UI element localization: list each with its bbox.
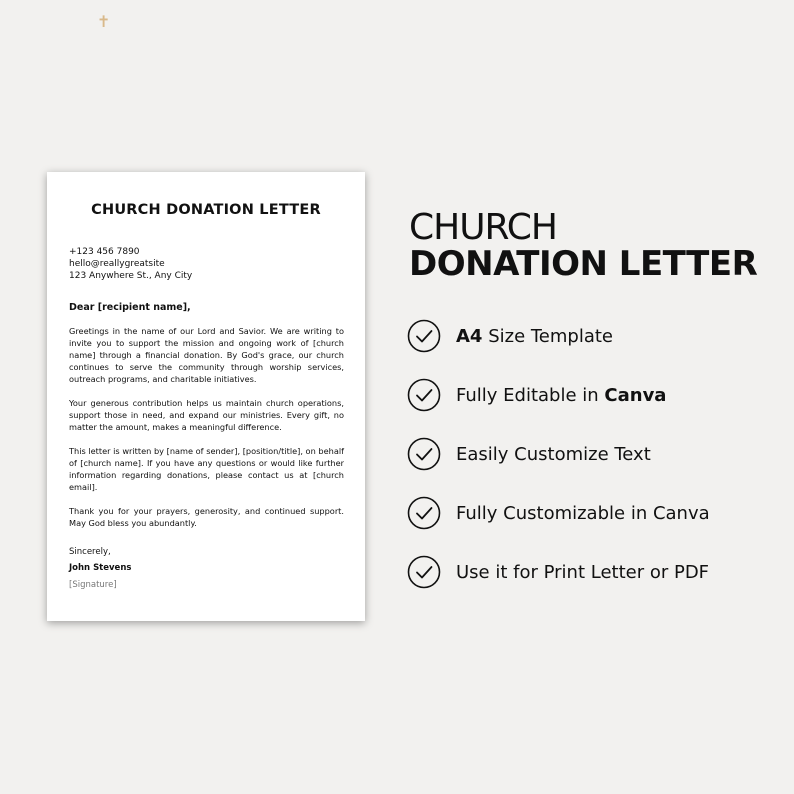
letter-title: CHURCH DONATION LETTER — [91, 202, 321, 218]
heading-line-1: CHURCH — [409, 207, 557, 248]
check-circle-icon — [407, 378, 441, 412]
contact-address: 123 Anywhere St., Any City — [69, 271, 193, 281]
check-circle-icon — [407, 496, 441, 530]
contact-block — [69, 246, 192, 282]
feature-text: Fully Customizable in Canva — [456, 502, 710, 524]
contact-email: hello@reallygreatsite — [69, 259, 165, 269]
check-circle-icon — [407, 437, 441, 471]
letter-sender: John Stevens — [69, 563, 132, 573]
feature-rest: Size Template — [482, 325, 613, 347]
feature-text: Use it for Print Letter or PDF — [456, 561, 710, 583]
check-circle-icon — [407, 555, 441, 589]
check-circle-icon — [407, 319, 441, 353]
feature-bold: A4 — [456, 325, 483, 347]
feature-text: Easily Customize Text — [456, 443, 651, 465]
letter-signature: [Signature] — [69, 580, 117, 590]
feature-item — [407, 495, 787, 531]
salutation: Dear [recipient name], — [69, 302, 191, 313]
letter-paragraph-1: Greetings in the name of our Lord and Savior. We are writing to invite you to support the mission and ongoing work of [church name] through a financial donation. By God's grace, our church continues to serve the community through worship services, outreach programs, and charitable initiatives. — [69, 326, 344, 384]
feature-prefix: Fully Editable in — [456, 384, 605, 406]
feature-item — [407, 436, 787, 472]
letter-paragraph-4: Thank you for your prayers, generosity, and continued support. May God bless you abundantly. — [69, 506, 344, 528]
letter-paragraph-3: This letter is written by [name of sender], [position/title], on behalf of [church name]. If you have any questions or would like further information regarding donations, please contact us at [church email]. — [69, 446, 344, 492]
feature-item — [407, 318, 787, 354]
feature-item — [407, 377, 787, 413]
feature-text — [456, 326, 613, 347]
letter-preview — [47, 172, 365, 621]
contact-phone: +123 456 7890 — [69, 247, 140, 257]
heading-line-2: DONATION LETTER — [409, 244, 758, 284]
feature-item — [407, 554, 787, 590]
feature-text — [456, 385, 666, 406]
cross-icon: ✝ — [97, 12, 111, 31]
letter-paragraph-2: Your generous contribution helps us maintain church operations, support those in need, and expand our ministries. Every gift, no matter the amount, makes a meaningful difference. — [69, 398, 344, 432]
feature-bold: Canva — [604, 384, 667, 406]
letter-closing: Sincerely, — [69, 547, 111, 557]
